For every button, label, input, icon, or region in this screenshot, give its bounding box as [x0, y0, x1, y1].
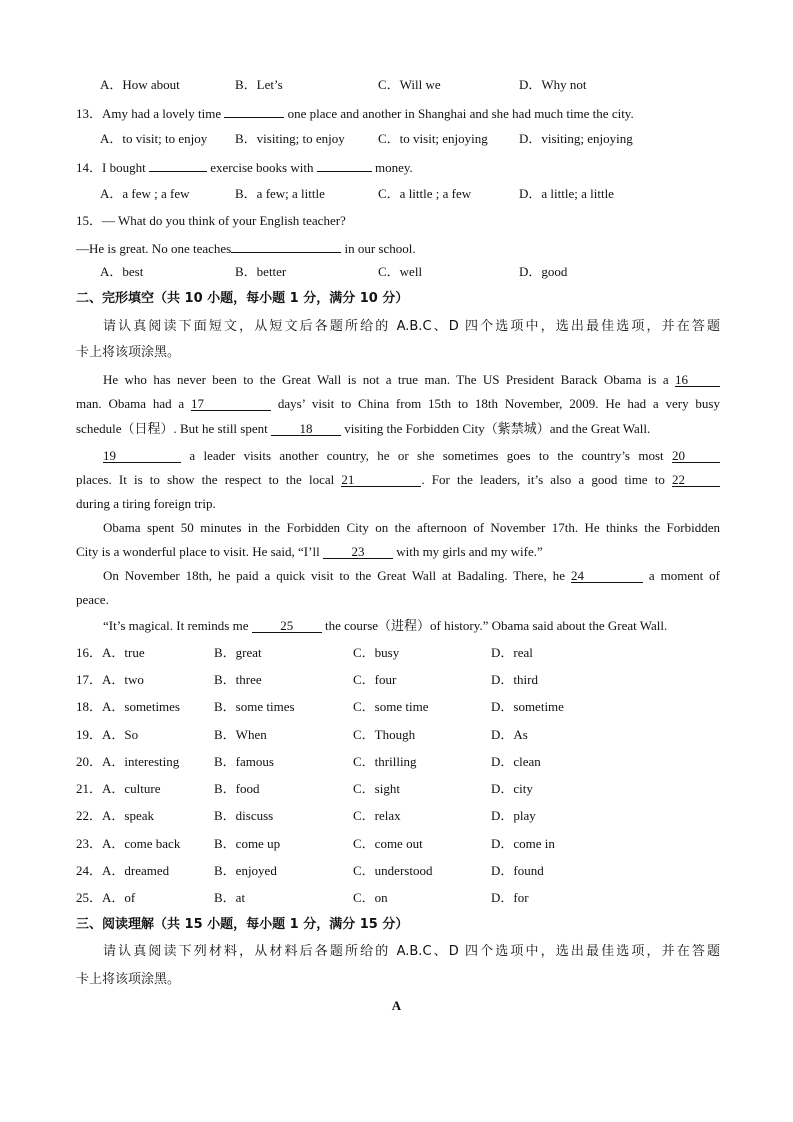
text-line — [76, 212, 346, 230]
cloze-option-row — [76, 698, 726, 716]
answer-blank: 22 — [672, 472, 720, 487]
text-segment: man. Obama had a — [76, 396, 192, 411]
text-line — [76, 157, 413, 175]
text-segment: 请认真阅读下面短文，从短文后各题所给的 A.B.C、D 四个选项中，选出最佳选项，并在答题 — [103, 319, 720, 334]
text-segment: 卡上将该项涂黑。 — [76, 345, 181, 360]
passage-title — [0, 997, 793, 1015]
text-line — [103, 447, 720, 465]
text-line — [103, 943, 720, 961]
text-segment: money. — [371, 160, 413, 175]
text-line — [103, 371, 720, 389]
text-segment: 15．— What do you think of your English teacher? — [76, 213, 346, 228]
option-a: A．How about — [100, 77, 180, 92]
answer-blank: 24 — [571, 568, 643, 583]
text-line — [76, 395, 720, 413]
option-c: C．some time — [353, 699, 429, 714]
cloze-option-row — [76, 753, 726, 771]
answer-blank: 16 — [675, 372, 720, 387]
cloze-option-row — [76, 726, 726, 744]
option-c: C．understood — [353, 863, 433, 878]
answer-option-row — [76, 263, 726, 281]
text-segment: 14．I bought — [76, 160, 149, 175]
text-line — [76, 543, 543, 561]
text-line — [76, 971, 180, 989]
text-segment: exercise books with — [206, 160, 317, 175]
text-line — [103, 567, 720, 585]
text-segment: A — [391, 998, 402, 1013]
text-segment: 三、阅读理解（共 15 小题，每小题 1 分，满分 15 分） — [76, 917, 409, 932]
cloze-option-row — [76, 835, 726, 853]
cloze-option-row — [76, 889, 726, 907]
text-segment: On November 18th, he paid a quick visit to the Great Wall at Badaling. There, he — [103, 568, 571, 583]
text-segment: 二、完形填空（共 10 小题，每小题 1 分，满分 10 分） — [76, 291, 409, 306]
answer-blank — [224, 103, 284, 118]
option-a: 21．A．culture — [76, 781, 161, 796]
answer-blank: 21 — [341, 472, 421, 487]
option-b: B．When — [214, 727, 267, 742]
cloze-option-row — [76, 862, 726, 880]
text-segment: 请认真阅读下列材料，从材料后各题所给的 A.B.C、D 四个选项中，选出最佳选项，并在答题 — [103, 944, 720, 959]
option-a: 17．A．two — [76, 672, 144, 687]
answer-option-row — [76, 185, 726, 203]
text-segment: “It’s magical. It reminds me — [103, 618, 252, 633]
option-c: C．on — [353, 890, 388, 905]
option-b: B．discuss — [214, 808, 274, 823]
cloze-option-row — [76, 807, 726, 825]
text-segment: Obama spent 50 minutes in the Forbidden City on the afternoon of November 17th. He thinks the Forbidden — [103, 520, 720, 535]
text-segment: in our school. — [341, 241, 416, 256]
option-a: A．a few ; a few — [100, 186, 190, 201]
option-d: D．for — [491, 890, 529, 905]
answer-blank — [317, 157, 372, 172]
text-segment: one place and another in Shanghai and she had much time the city. — [284, 106, 634, 121]
option-b: B．enjoyed — [214, 863, 277, 878]
text-segment: 卡上将该项涂黑。 — [76, 972, 181, 987]
option-c: C．sight — [353, 781, 400, 796]
text-line — [76, 591, 109, 609]
answer-blank: 18 — [271, 421, 341, 436]
option-a: 22．A．speak — [76, 808, 154, 823]
text-line — [76, 238, 416, 256]
text-line — [76, 420, 650, 438]
text-segment: schedule（日程）. But he still spent — [76, 421, 271, 436]
option-d: D．visiting; enjoying — [519, 131, 633, 146]
text-segment: . For the leaders, it’s also a good time to — [421, 472, 672, 487]
option-b: B．come up — [214, 836, 281, 851]
text-line — [103, 617, 667, 635]
answer-blank — [149, 157, 207, 172]
option-c: C．Though — [353, 727, 416, 742]
option-c: C．four — [353, 672, 397, 687]
text-line — [76, 471, 720, 489]
option-d: D．a little; a little — [519, 186, 614, 201]
option-b: B．great — [214, 645, 262, 660]
answer-option-row — [76, 76, 726, 94]
option-d: D．real — [491, 645, 533, 660]
option-d: D．As — [491, 727, 528, 742]
option-b: B．food — [214, 781, 260, 796]
option-c: C．a little ; a few — [378, 186, 472, 201]
text-line — [76, 103, 634, 121]
text-segment: days’ visit to China from 15th to 18th November, 2009. He had a very busy — [271, 396, 720, 411]
section-heading — [76, 916, 408, 934]
option-b: B．three — [214, 672, 262, 687]
answer-blank: 19 — [103, 448, 181, 463]
answer-blank: 20 — [672, 448, 720, 463]
answer-blank: 17 — [191, 396, 271, 411]
option-b: B．better — [235, 264, 287, 279]
answer-blank: 23 — [323, 544, 393, 559]
option-b: B．a few; a little — [235, 186, 325, 201]
option-a: 19．A．So — [76, 727, 139, 742]
text-segment: places. It is to show the respect to the local — [76, 472, 342, 487]
text-segment: peace. — [76, 592, 109, 607]
text-segment: —He is great. No one teaches — [76, 241, 232, 256]
option-a: 16．A．true — [76, 645, 145, 660]
section-heading — [76, 290, 408, 308]
option-a: A．best — [100, 264, 144, 279]
text-segment: the course（进程）of history.” Obama said about the Great Wall. — [321, 618, 668, 633]
option-b: B．famous — [214, 754, 274, 769]
option-d: D．sometime — [491, 699, 564, 714]
option-b: B．Let’s — [235, 77, 283, 92]
option-a: A．to visit; to enjoy — [100, 131, 208, 146]
text-segment: City is a wonderful place to visit. He said, “I’ll — [76, 544, 323, 559]
text-line — [76, 495, 216, 513]
option-d: D．clean — [491, 754, 541, 769]
text-segment: a moment of — [642, 568, 720, 583]
option-d: D．found — [491, 863, 544, 878]
option-d: D．third — [491, 672, 538, 687]
text-segment: with my girls and my wife.” — [392, 544, 543, 559]
option-d: D．Why not — [519, 77, 587, 92]
option-b: B．at — [214, 890, 246, 905]
option-c: C．relax — [353, 808, 401, 823]
cloze-option-row — [76, 671, 726, 689]
option-c: C．busy — [353, 645, 400, 660]
option-a: 23．A．come back — [76, 836, 181, 851]
option-c: C．thrilling — [353, 754, 417, 769]
option-a: 20．A．interesting — [76, 754, 180, 769]
answer-blank — [231, 238, 341, 253]
text-line — [103, 318, 720, 336]
option-d: D．good — [519, 264, 568, 279]
cloze-option-row — [76, 644, 726, 662]
text-segment: He who has never been to the Great Wall is not a true man. The US President Barack Obama is a — [103, 372, 675, 387]
text-line — [76, 344, 180, 362]
option-a: 25．A．of — [76, 890, 136, 905]
text-segment: during a tiring foreign trip. — [76, 496, 216, 511]
cloze-option-row — [76, 780, 726, 798]
option-a: 18．A．sometimes — [76, 699, 180, 714]
text-segment: 13．Amy had a lovely time — [76, 106, 225, 121]
option-d: D．city — [491, 781, 533, 796]
text-segment: visiting the Forbidden City（紫禁城）and the Great Wall. — [340, 421, 651, 436]
option-c: C．Will we — [378, 77, 441, 92]
option-c: C．well — [378, 264, 423, 279]
text-segment: a leader visits another country, he or she sometimes goes to the country’s most — [181, 448, 672, 463]
text-line — [103, 519, 720, 537]
option-c: C．come out — [353, 836, 423, 851]
option-a: 24．A．dreamed — [76, 863, 170, 878]
answer-option-row — [76, 130, 726, 148]
option-b: B．visiting; to enjoy — [235, 131, 345, 146]
option-d: D．come in — [491, 836, 555, 851]
answer-blank: 25 — [252, 618, 322, 633]
option-c: C．to visit; enjoying — [378, 131, 488, 146]
option-b: B．some times — [214, 699, 295, 714]
option-d: D．play — [491, 808, 536, 823]
